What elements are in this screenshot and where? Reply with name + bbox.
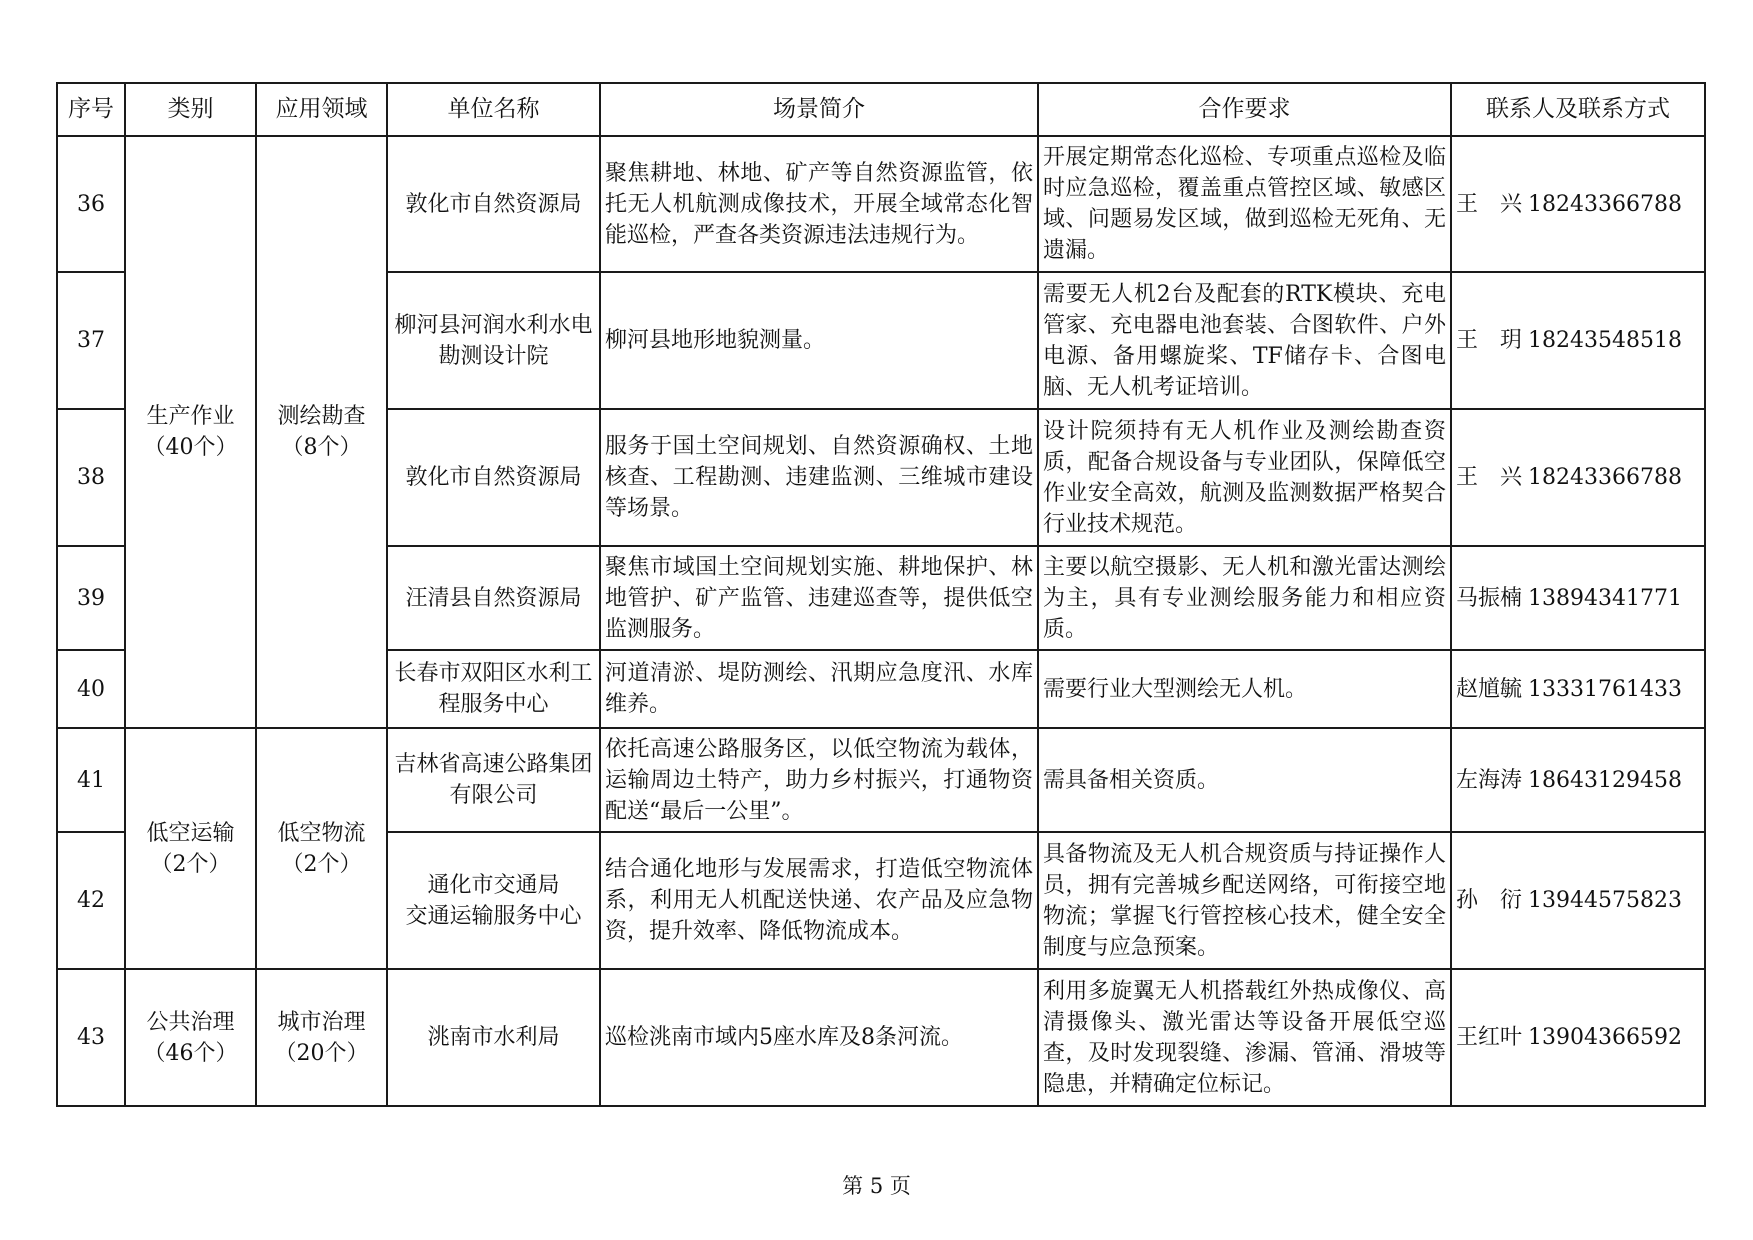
cooperation-requirement: 需要行业大型测绘无人机。: [1038, 650, 1451, 728]
row-no: 39: [57, 546, 125, 650]
scene-intro: 聚焦耕地、林地、矿产等自然资源监管，依托无人机航测成像技术，开展全域常态化智能巡检，严查各类资源违法违规行为。: [600, 136, 1038, 272]
scene-intro: 河道清淤、堤防测绘、汛期应急度汛、水库维养。: [600, 650, 1038, 728]
field-count: （2个）: [281, 851, 362, 877]
unit-name: 吉林省高速公路集团有限公司: [387, 728, 600, 832]
scene-intro: 服务于国土空间规划、自然资源确权、土地核查、工程勘测、违建监测、三维城市建设等场景。: [600, 409, 1038, 546]
unit-name: 敦化市自然资源局: [387, 136, 600, 272]
table-row: [57, 728, 1705, 832]
table-header-row: [57, 83, 1705, 136]
category-count: （2个）: [150, 851, 231, 877]
row-no: 41: [57, 728, 125, 832]
contact-name: 左海涛: [1456, 767, 1523, 793]
unit-name-line1: 通化市交通局: [427, 872, 560, 898]
header-unit: 单位名称: [387, 83, 600, 136]
cooperation-table: [56, 82, 1706, 1107]
category-name: 公共治理: [146, 1009, 235, 1035]
cooperation-requirement: 需要无人机2台及配套的RTK模块、充电管家、充电器电池套装、合图软件、户外电源、备用螺旋桨、TF储存卡、合图电脑、无人机考证培训。: [1038, 272, 1451, 409]
contact-cell: [1451, 728, 1705, 832]
contact-cell: [1451, 136, 1705, 272]
field-cell: [256, 728, 387, 969]
contact-cell: [1451, 650, 1705, 728]
contact-cell: [1451, 969, 1705, 1106]
contact-phone: 13944575823: [1528, 888, 1682, 913]
row-no: 43: [57, 969, 125, 1106]
scene-intro: 聚焦市域国土空间规划实施、耕地保护、林地管护、矿产监管、违建巡查等，提供低空监测服务。: [600, 546, 1038, 650]
unit-name: 洮南市水利局: [387, 969, 600, 1106]
contact-cell: [1451, 409, 1705, 546]
field-cell: [256, 136, 387, 728]
cooperation-requirement: 开展定期常态化巡检、专项重点巡检及临时应急巡检，覆盖重点管控区域、敏感区域、问题易发区域，做到巡检无死角、无遗漏。: [1038, 136, 1451, 272]
row-no: 37: [57, 272, 125, 409]
row-no: 42: [57, 832, 125, 969]
header-requirement: 合作要求: [1038, 83, 1451, 136]
field-name: 低空物流: [277, 820, 366, 846]
contact-name: 孙 衍: [1456, 888, 1523, 913]
field-name: 测绘勘查: [277, 404, 366, 429]
contact-phone: 18243366788: [1528, 191, 1682, 217]
contact-phone: 13331761433: [1528, 676, 1682, 702]
table-row: [57, 969, 1705, 1106]
contact-name: 王 玥: [1456, 328, 1523, 353]
scene-intro: 柳河县地形地貌测量。: [600, 272, 1038, 409]
unit-name: 敦化市自然资源局: [387, 409, 600, 546]
page-number: 第 5 页: [842, 1174, 911, 1198]
table-row: [57, 136, 1705, 272]
category-count: （46个）: [143, 1040, 238, 1066]
cooperation-requirement: 利用多旋翼无人机搭载红外热成像仪、高清摄像头、激光雷达等设备开展低空巡查，及时发现裂缝、渗漏、管涌、滑坡等隐患，并精确定位标记。: [1038, 969, 1451, 1106]
contact-cell: [1451, 832, 1705, 969]
category-cell: [125, 969, 256, 1106]
unit-name: 汪清县自然资源局: [387, 546, 600, 650]
field-count: （20个）: [274, 1040, 369, 1066]
cooperation-requirement: 需具备相关资质。: [1038, 728, 1451, 832]
field-cell: [256, 969, 387, 1106]
cooperation-requirement: 具备物流及无人机合规资质与持证操作人员，拥有完善城乡配送网络，可衔接空地物流；掌握飞行管控核心技术，健全安全制度与应急预案。: [1038, 832, 1451, 969]
contact-name: 赵馗毓: [1456, 676, 1523, 702]
header-category: 类别: [125, 83, 256, 136]
category-count: （40个）: [143, 435, 238, 460]
header-field: 应用领域: [256, 83, 387, 136]
contact-name: 王红叶: [1456, 1025, 1523, 1050]
category-cell: [125, 728, 256, 969]
cooperation-requirement: 主要以航空摄影、无人机和激光雷达测绘为主，具有专业测绘服务能力和相应资质。: [1038, 546, 1451, 650]
contact-name: 马振楠: [1456, 585, 1523, 611]
row-no: 38: [57, 409, 125, 546]
scene-intro: 巡检洮南市域内5座水库及8条河流。: [600, 969, 1038, 1106]
contact-cell: [1451, 272, 1705, 409]
row-no: 36: [57, 136, 125, 272]
header-scene: 场景简介: [600, 83, 1038, 136]
contact-name: 王 兴: [1456, 191, 1523, 217]
field-count: （8个）: [281, 435, 362, 460]
header-contact: 联系人及联系方式: [1451, 83, 1705, 136]
category-cell: [125, 136, 256, 728]
category-name: 生产作业: [146, 404, 235, 429]
row-no: 40: [57, 650, 125, 728]
unit-name: 柳河县河润水利水电勘测设计院: [387, 272, 600, 409]
contact-name: 王 兴: [1456, 465, 1523, 490]
field-name: 城市治理: [277, 1009, 366, 1035]
unit-name-cell: [387, 832, 600, 969]
contact-cell: [1451, 546, 1705, 650]
contact-phone: 18243548518: [1528, 328, 1682, 353]
contact-phone: 13894341771: [1528, 585, 1682, 611]
contact-phone: 18243366788: [1528, 465, 1682, 490]
contact-phone: 18643129458: [1528, 767, 1682, 793]
scene-intro: 依托高速公路服务区，以低空物流为载体，运输周边土特产，助力乡村振兴，打通物资配送“最后一公里”。: [600, 728, 1038, 832]
cooperation-requirement: 设计院须持有无人机作业及测绘勘查资质，配备合规设备与专业团队，保障低空作业安全高效，航测及监测数据严格契合行业技术规范。: [1038, 409, 1451, 546]
contact-phone: 13904366592: [1528, 1025, 1682, 1050]
header-no: 序号: [57, 83, 125, 136]
scene-intro: 结合通化地形与发展需求，打造低空物流体系，利用无人机配送快递、农产品及应急物资，提升效率、降低物流成本。: [600, 832, 1038, 969]
unit-name: 长春市双阳区水利工程服务中心: [387, 650, 600, 728]
category-name: 低空运输: [146, 820, 235, 846]
unit-name-line2: 交通运输服务中心: [405, 903, 582, 929]
